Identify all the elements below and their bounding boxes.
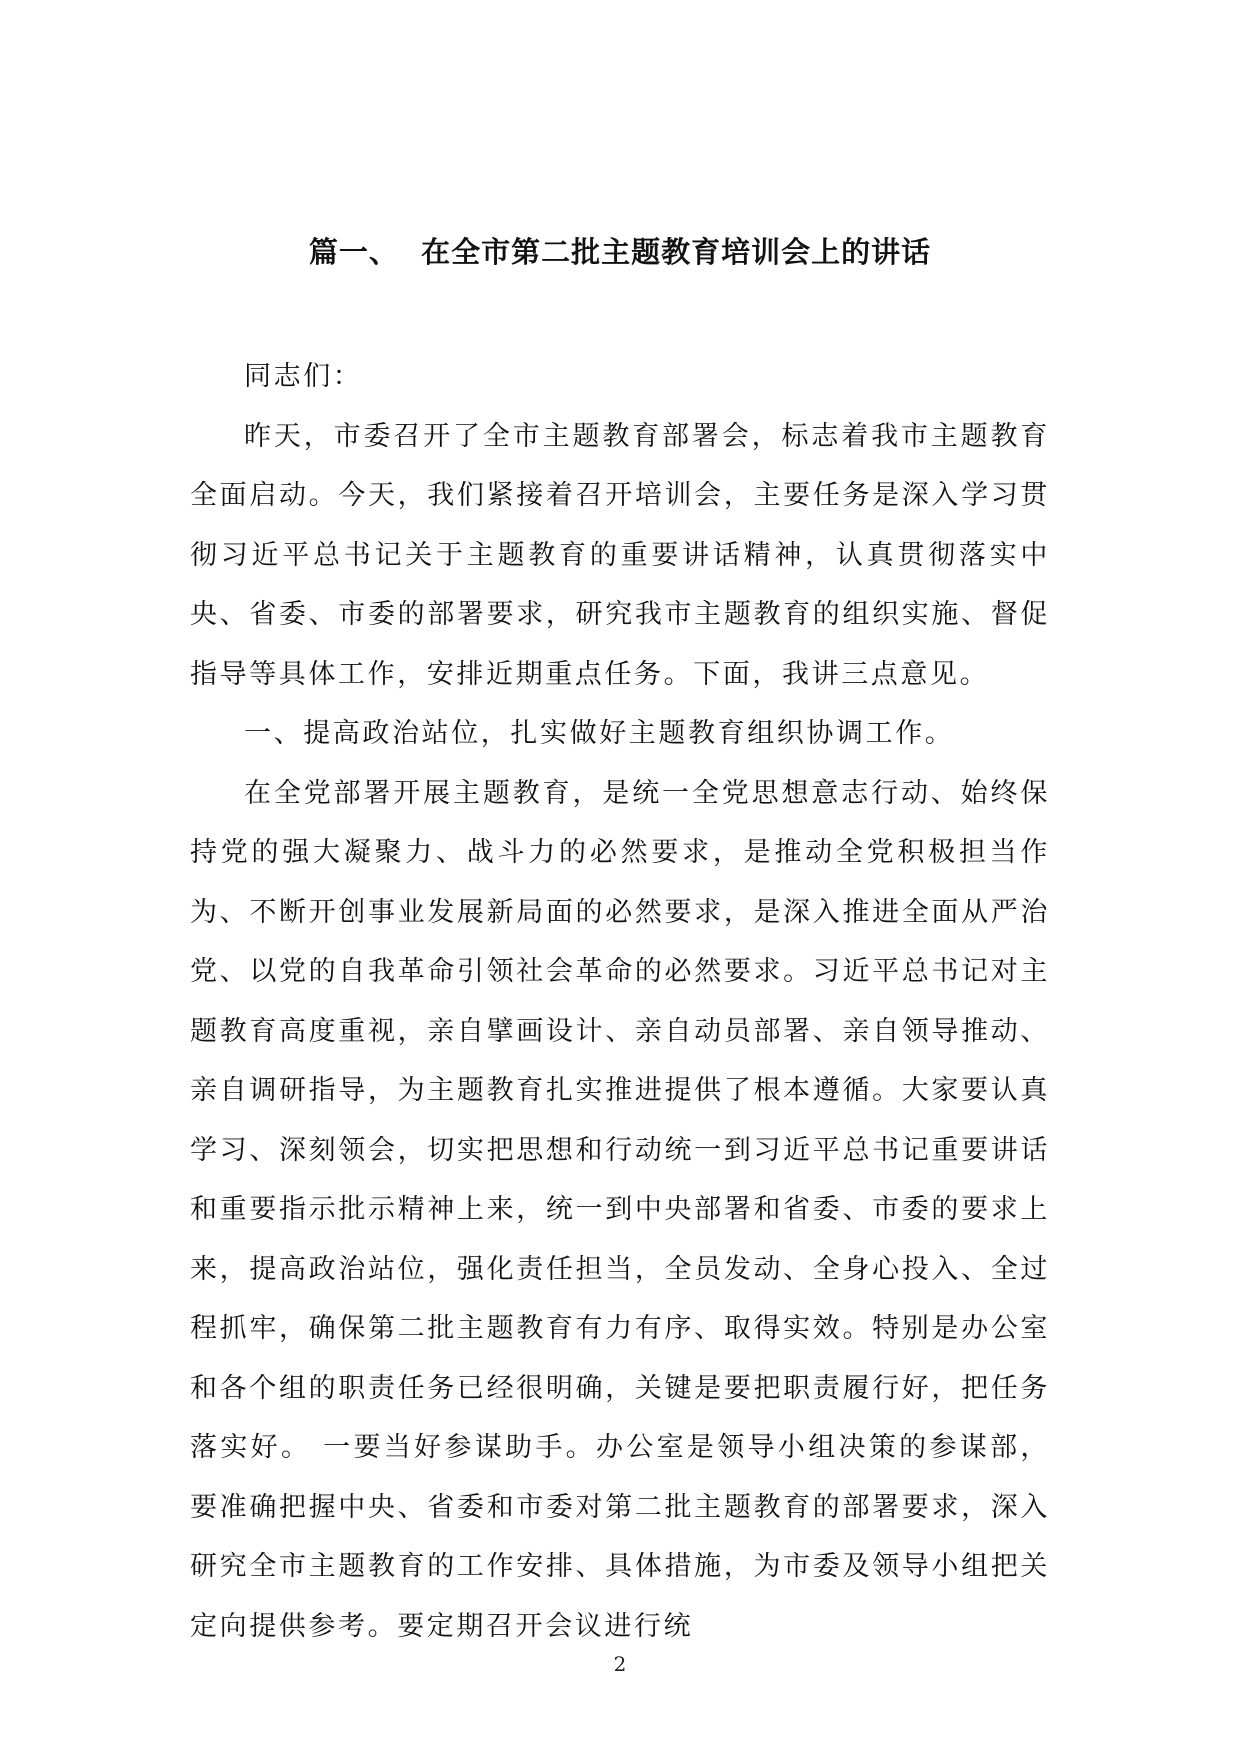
section-heading-one: 一、提高政治站位，扎实做好主题教育组织协调工作。 [244, 718, 955, 749]
paragraph-intro: 昨天，市委召开了全市主题教育部署会，标志着我市主题教育全面启动。今天，我们紧接着召开培训会，主要任务是深入学习贯彻习近平总书记关于主题教育的重要讲话精神，认真贯彻落实中央、省委、市委的部署要求，研究我市主题教育的组织实施、督促指导等具体工作，安排近期重点任务。下面，我讲三点意见。 [190, 420, 1050, 690]
salutation: 同志们： [244, 361, 363, 392]
paragraph-section-one: 在全党部署开展主题教育，是统一全党思想意志行动、始终保持党的强大凝聚力、战斗力的必然要求，是推动全党积极担当作为、不断开创事业发展新局面的必然要求，是深入推进全面从严治党、以党的自我革命引领社会革命的必然要求。习近平总书记对主题教育高度重视，亲自擘画设计、亲自动员部署、亲自领导推动、亲自调研指导，为主题教育扎实推进提供了根本遵循。大家要认真学习、深刻领会，切实把思想和行动统一到习近平总书记重要讲话和重要指示批示精神上来，统一到中央部署和省委、市委的要求上来，提高政治站位，强化责任担当，全员发动、全身心投入、全过程抓牢，确保第二批主题教育有力有序、取得实效。特别是办公室和各个组的职责任务已经很明确，关键是要把职责履行好，把任务落实好。 一要当好参谋助手。办公室是领导小组决策的参谋部，要准确把握中央、省委和市委对第二批主题教育的部署要求，深入研究全市主题教育的工作安排、具体措施，为市委及领导小组把关定向提供参考。要定期召开会议进行统 [190, 777, 1050, 1642]
page-number: 2 [613, 1652, 627, 1676]
document-title: 篇一、 在全市第二批主题教育培训会上的讲话 [308, 235, 932, 269]
document-body [190, 347, 1050, 1656]
